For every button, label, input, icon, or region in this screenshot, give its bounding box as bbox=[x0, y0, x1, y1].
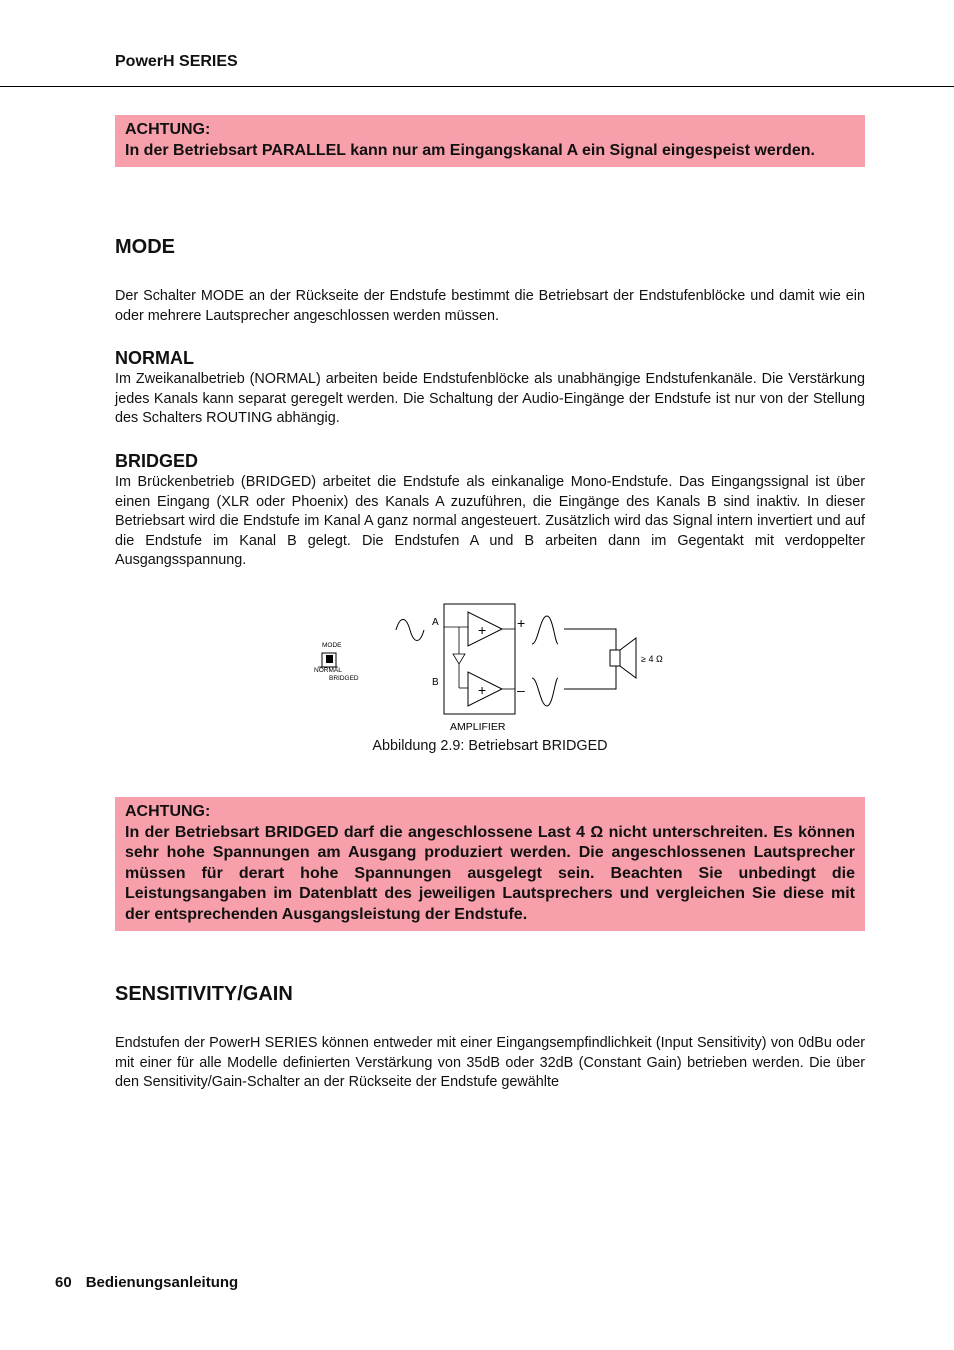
switch-bridged-label: BRIDGED bbox=[329, 675, 359, 682]
warning-text: In der Betriebsart PARALLEL kann nur am Eingangskanal A ein Signal eingespeist werden. bbox=[125, 141, 815, 159]
channel-a-label: A bbox=[432, 617, 439, 628]
warning-text: In der Betriebsart BRIDGED darf die angeschlossene Last 4 Ω nicht unterschreiten. Es können sehr hohe Spannungen am Ausgang produziert werden. Die angeschlossenen Lautsprecher müssen für derart hohe Spannungen ausgelegt sein. Beachten Sie unbedingt die Leistungsangaben im Datenblatt des jeweiligen Lautsprechers und vergleichen Sie diese mit der entsprechenden Ausgangsleistung der Endstufe. bbox=[125, 823, 855, 923]
output-wave-a bbox=[532, 616, 558, 644]
section-heading-bridged: BRIDGED bbox=[115, 451, 199, 471]
output-minus-label: – bbox=[517, 682, 525, 698]
mode-switch-icon bbox=[314, 642, 359, 682]
normal-paragraph: Im Zweikanalbetrieb (NORMAL) arbeiten beide Endstufenblöcke als unabhängige Endstufenkanäle. Die Verstärkung jedes Kanals kann separat geregelt werden. Die Schaltung der Audio-Eingänge der Endstufe ist nur von der Stellung des Schalters ROUTING abhängig. bbox=[115, 371, 865, 426]
mode-paragraph: Der Schalter MODE an der Rückseite der Endstufe bestimmt die Betriebsart der Endstufenblöcke und damit wie ein oder mehrere Lautsprecher angeschlossen werden müssen. bbox=[115, 288, 865, 324]
bridged-paragraph: Im Brückenbetrieb (BRIDGED) arbeitet die Endstufe als einkanalige Mono-Endstufe. Das Eingangssignal ist über einen Eingang (XLR oder Phoenix) des Kanals A zuzuführen, die Eingänge des Kanals B sind inaktiv. In dieser Betriebsart wird die Endstufe im Kanal A ganz normal angesteuert. Zusätzlich wird das Signal intern invertiert und auf die Endstufe im Kanal B gelegt. Die Endstufen A und B arbeiten dann im Gegentakt mit verdoppelter Ausgangsspannung. bbox=[115, 474, 865, 568]
amplifier-a-triangle bbox=[444, 612, 515, 654]
footer-title: Bedienungsanleitung bbox=[85, 1274, 239, 1291]
warning-title: ACHTUNG: bbox=[125, 803, 211, 820]
bridged-diagram bbox=[300, 596, 680, 738]
switch-normal-label: NORMAL bbox=[314, 667, 342, 674]
header-rule bbox=[0, 86, 954, 87]
page-footer bbox=[55, 1274, 252, 1291]
bridged-diagram-svg bbox=[300, 596, 680, 738]
speaker-icon bbox=[610, 638, 636, 678]
section-heading-normal: NORMAL bbox=[115, 348, 194, 368]
inverter-icon bbox=[453, 654, 465, 664]
switch-title-label: MODE bbox=[322, 642, 342, 649]
speaker-wire-positive bbox=[564, 629, 616, 650]
output-wave-b bbox=[532, 678, 558, 706]
amplifier-label: AMPLIFIER bbox=[450, 721, 506, 733]
sensitivity-paragraph: Endstufen der PowerH SERIES können entweder mit einer Eingangsempfindlichkeit (Input Sensitivity) von 0dBu oder mit einer für alle Modelle definierten Verstärkung von 35dB oder 32dB (Constant Gain) betrieben werden. Die über den Sensitivity/Gain-Schalter an der Rückseite der Endstufe gewählte bbox=[115, 1035, 865, 1090]
input-signal-wave bbox=[396, 620, 424, 641]
output-plus-label: + bbox=[517, 615, 526, 631]
warning-title: ACHTUNG: bbox=[125, 121, 211, 138]
amplifier-b-triangle bbox=[459, 672, 515, 706]
section-heading-sensitivity: SENSITIVITY/GAIN bbox=[115, 983, 293, 1005]
speaker-wire-negative bbox=[564, 666, 616, 689]
warning-box-bridged bbox=[115, 797, 865, 931]
amp-b-plus: + bbox=[478, 682, 487, 698]
warning-box-parallel bbox=[115, 115, 865, 167]
page-number: 60 bbox=[55, 1274, 72, 1291]
series-title: PowerH SERIES bbox=[115, 53, 238, 70]
load-impedance-label: ≥ 4 Ω bbox=[641, 654, 663, 664]
section-heading-mode: MODE bbox=[115, 236, 175, 258]
channel-b-label: B bbox=[432, 677, 439, 688]
figure-caption: Abbildung 2.9: Betriebsart BRIDGED bbox=[372, 738, 608, 754]
amp-a-plus: + bbox=[478, 622, 487, 638]
